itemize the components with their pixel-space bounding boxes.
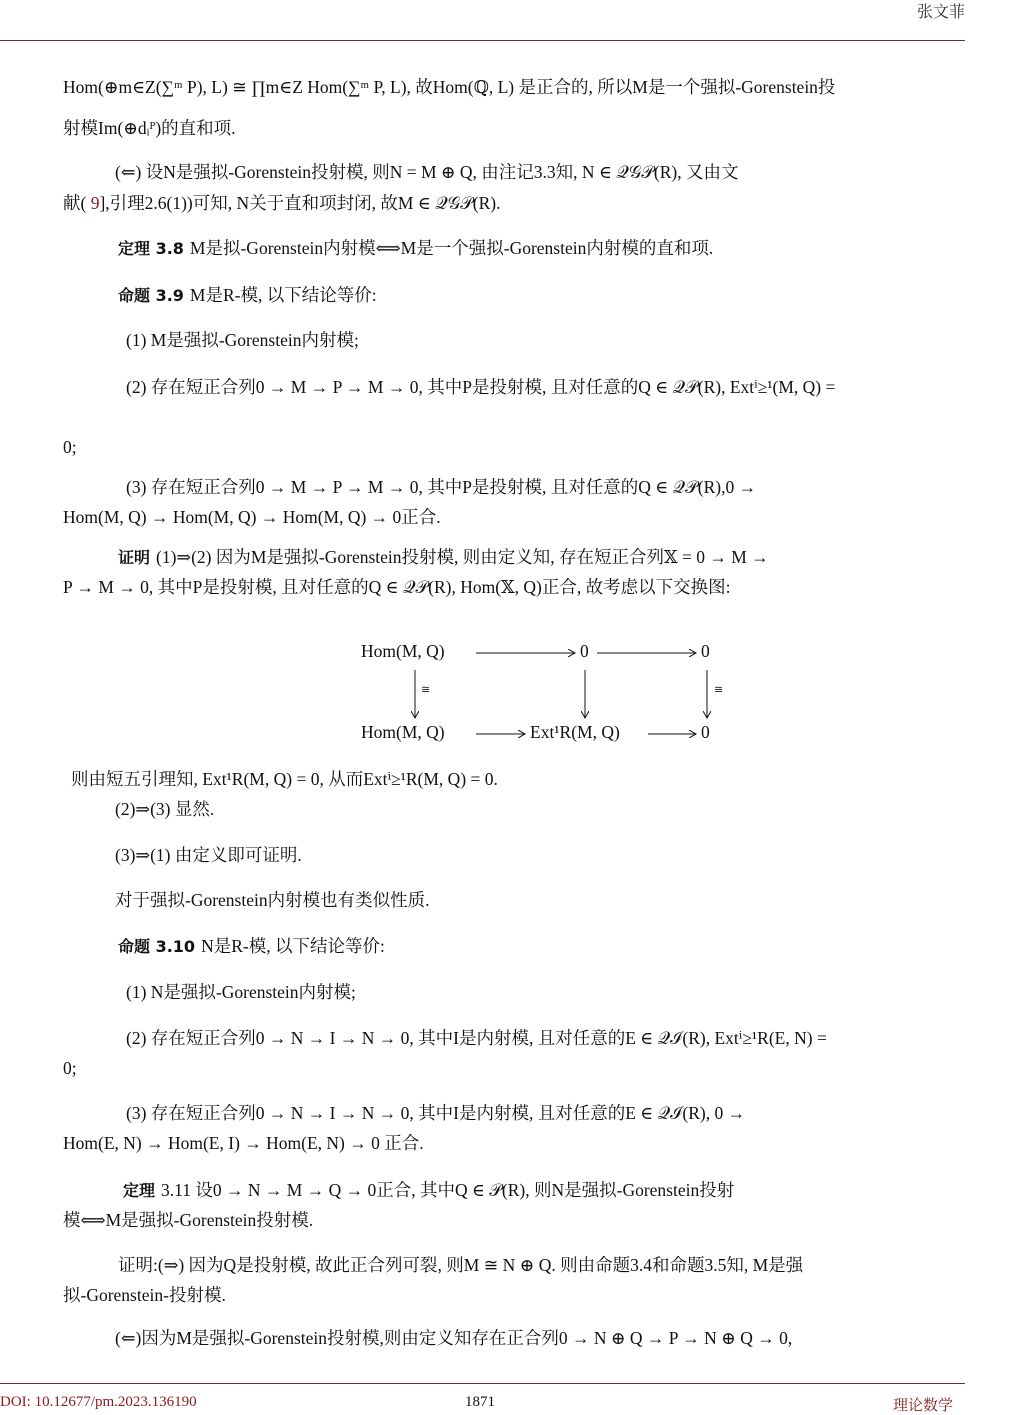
line-text: Hom(E, N) → Hom(E, I) → Hom(E, N) → 0 正合.: [63, 1133, 424, 1153]
line-text: 0;: [63, 437, 77, 457]
text-prefix: 献(: [63, 193, 91, 213]
theorem-label: 命题 3.9: [118, 286, 184, 305]
line-text: (2) 存在短正合列0 → N → I → N → 0, 其中I是内射模, 且对任意的E ∈ 𝒬ℐ(R), Extⁱ≥¹R(E, N) =: [126, 1028, 827, 1048]
footer-rule: [0, 1383, 965, 1384]
citation-link[interactable]: 9: [90, 193, 100, 213]
line-text: P → M → 0, 其中P是投射模, 且对任意的Q ∈ 𝒬𝒫(R), Hom(𝕏, Q)正合, 故考虑以下交换图:: [63, 577, 731, 597]
line-text: (⇐)因为M是强拟-Gorenstein投射模,则由定义知存在正合列0 → N ⊕ Q → P → N ⊕ Q → 0,: [115, 1328, 793, 1348]
footer-doi[interactable]: DOI: 10.12677/pm.2023.136190: [0, 1394, 197, 1410]
line-text: 射模Im(⊕dᵢᴾ)的直和项.: [63, 118, 236, 138]
iso-label-left: ≅: [421, 684, 431, 696]
line-text: 模⟺M是强拟-Gorenstein投射模.: [63, 1210, 314, 1230]
theorem-label: 定理 3.8: [118, 239, 184, 258]
line-text: 对于强拟-Gorenstein内射模也有类似性质.: [115, 890, 430, 910]
theorem-label: 定理: [123, 1181, 156, 1200]
footer-page-number: 1871: [465, 1394, 495, 1410]
line-text: (3)⇒(1) 由定义即可证明.: [115, 845, 302, 865]
iso-label-right: ≅: [714, 684, 724, 696]
line-text: (3) 存在短正合列0 → N → I → N → 0, 其中I是内射模, 且对任意的E ∈ 𝒬ℐ(R), 0 →: [126, 1103, 746, 1123]
line-text: (3) 存在短正合列0 → M → P → M → 0, 其中P是投射模, 且对任意的Q ∈ 𝒬𝒫(R),0 →: [126, 477, 757, 497]
line-text: (1)⇒(2) 因为M是强拟-Gorenstein投射模, 则由定义知, 存在短正合列𝕏 = 0 → M →: [156, 547, 769, 567]
diagram-top-right: 0: [701, 641, 710, 661]
line-text: Hom(M, Q) → Hom(M, Q) → Hom(M, Q) → 0正合.: [63, 507, 441, 527]
diagram-bottom-left: Hom(M, Q): [361, 722, 445, 742]
line-text: 3.11 设0 → N → M → Q → 0正合, 其中Q ∈ 𝒫(R), 则N是强拟-Gorenstein投射: [161, 1180, 735, 1200]
line-text: (1) N是强拟-Gorenstein内射模;: [126, 982, 356, 1002]
line-text: (⇐) 设N是强拟-Gorenstein投射模, 则N = M ⊕ Q, 由注记3.3知, N ∈ 𝒬𝒢𝒫(R), 又由文: [115, 162, 739, 182]
line-text: (2) 存在短正合列0 → M → P → M → 0, 其中P是投射模, 且对任意的Q ∈ 𝒬𝒫(R), Extⁱ≥¹(M, Q) =: [126, 377, 836, 397]
line-text: (1) M是强拟-Gorenstein内射模;: [126, 330, 359, 350]
line-text: 0;: [63, 1058, 77, 1078]
theorem-label: 命题 3.10: [118, 937, 196, 956]
line-text: 证明:(⇒) 因为Q是投射模, 故此正合列可裂, 则M ≅ N ⊕ Q. 则由命题3.4和命题3.5知, M是强: [118, 1255, 804, 1275]
line-text: N是R-模, 以下结论等价:: [201, 936, 385, 956]
line-text: 拟-Gorenstein-投射模.: [63, 1285, 226, 1305]
diagram-bottom-middle: Ext¹R(M, Q): [530, 722, 620, 742]
diagram-bottom-right: 0: [701, 722, 710, 742]
diagram-top-left: Hom(M, Q): [361, 641, 445, 661]
line-text: Hom(⊕m∈Z(∑ᵐ P), L) ≅ ∏m∈Z Hom(∑ᵐ P, L), 故Hom(ℚ, L) 是正合的, 所以M是一个强拟-Gorenstein投: [63, 77, 836, 97]
running-header-author: 张文菲: [916, 2, 965, 21]
theorem-label: 证明: [118, 548, 151, 567]
line-text: 则由短五引理知, Ext¹R(M, Q) = 0, 从而Extⁱ≥¹R(M, Q) = 0.: [71, 769, 498, 789]
line-text: ],引理2.6(1))可知, N关于直和项封闭, 故M ∈ 𝒬𝒢𝒫(R).: [99, 193, 501, 213]
line-text: M是R-模, 以下结论等价:: [189, 285, 377, 305]
line-text: (2)⇒(3) 显然.: [115, 799, 215, 819]
footer-journal: 理论数学: [893, 1398, 954, 1414]
diagram-top-middle: 0: [580, 641, 589, 661]
line-text: M是拟-Gorenstein内射模⟺M是一个强拟-Gorenstein内射模的直和项.: [189, 238, 714, 258]
